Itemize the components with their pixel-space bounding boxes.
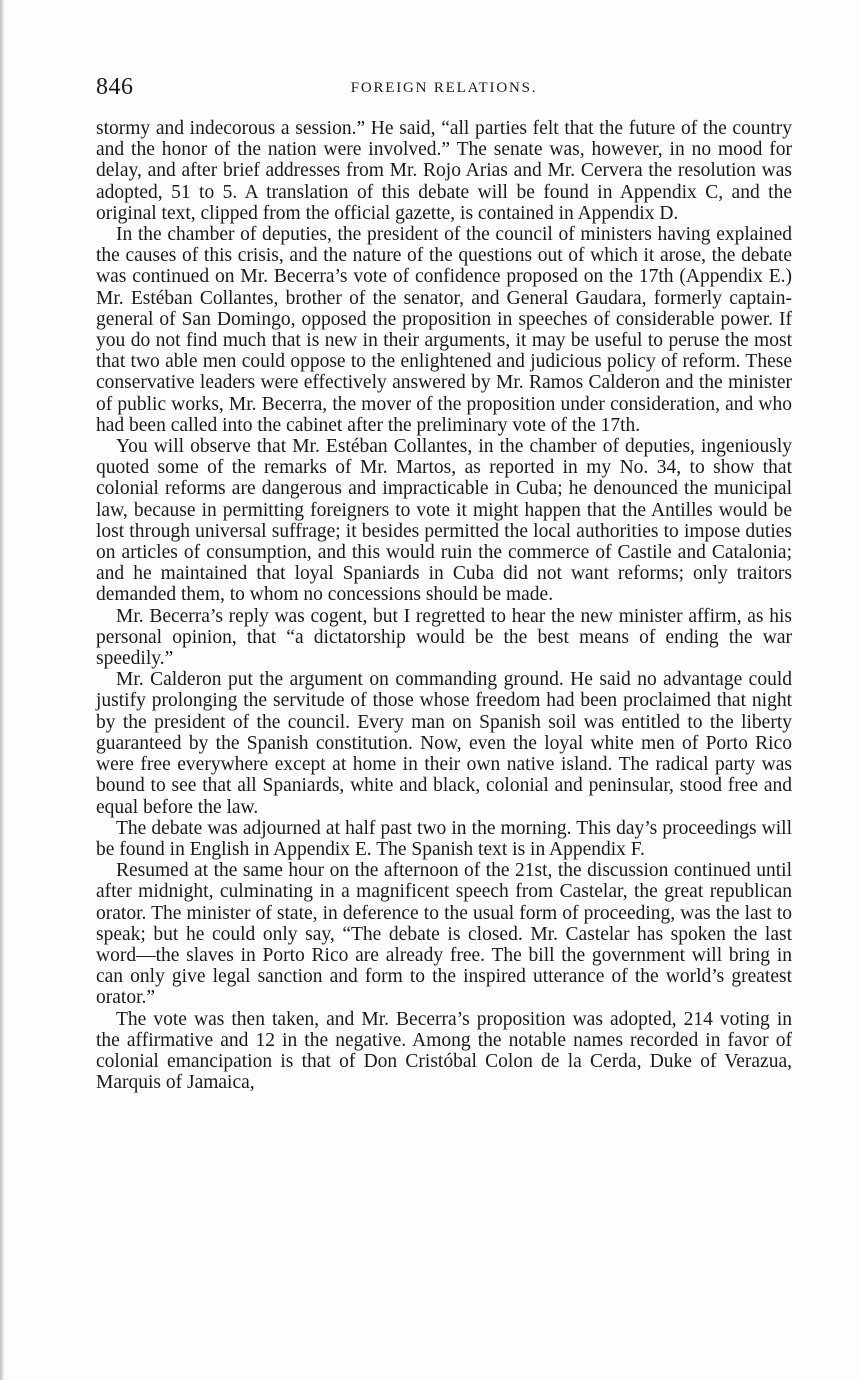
paragraph-vote-taken: The vote was then taken, and Mr. Becerra’s proposition was adopted, 214 voting in the affirmative and 12 in the negative. Among the notable names recorded in favor of colonial emancipation is that of Don Cristóbal Colon de la Cerda, Duke of Verazua, Marquis of Jamaica,	[96, 1008, 792, 1094]
page-number: 846	[96, 74, 134, 100]
body-text	[96, 118, 792, 1093]
paragraph-calderon-argument: Mr. Calderon put the argument on commanding ground. He said no advantage could justify prolonging the servitude of those whose freedom had been proclaimed that night by the president of the council. Every man on Spanish soil was entitled to the liberty guaranteed by the Spanish constitution. Now, even the loyal white men of Porto Rico were free everywhere except at home in their own native island. The radical party was bound to see that all Spaniards, white and black, colonial and peninsular, stood free and equal before the law.	[96, 669, 792, 818]
paragraph-becerra-reply: Mr. Becerra’s reply was cogent, but I regretted to hear the new minister affirm, as his personal opinion, that “a dictatorship would be the best means of ending the war speedily.”	[96, 605, 792, 670]
paragraph-collantes-remarks: You will observe that Mr. Estéban Collantes, in the chamber of deputies, ingeniously quoted some of the remarks of Mr. Martos, as reported in my No. 34, to show that colonial reforms are dangerous and impracticable in Cuba; he denounced the municipal law, because in permitting foreigners to vote it might happen that the Antilles would be lost through universal suffrage; it besides permitted the local authorities to impose duties on articles of consumption, and this would ruin the commerce of Castile and Catalonia; and he maintained that loyal Spaniards in Cuba did not want reforms; only traitors demanded them, to whom no concessions should be made.	[96, 436, 792, 606]
paragraph-chamber-of-deputies: In the chamber of deputies, the president of the council of ministers having explained the causes of this crisis, and the nature of the questions out of which it arose, the debate was continued on Mr. Becerra’s vote of confidence proposed on the 17th (Appendix E.) Mr. Estéban Collantes, brother of the senator, and General Gaudara, formerly captain-general of San Domingo, opposed the proposition in speeches of considerable power. If you do not find much that is new in their arguments, it may be useful to peruse the most that two able men could oppose to the enlightened and judicious policy of reform. These conservative leaders were effectively answered by Mr. Ramos Calderon and the minister of public works, Mr. Becerra, the mover of the proposition under consideration, and who had been called into the cabinet after the preliminary vote of the 17th.	[96, 224, 792, 436]
paragraph-continued: stormy and indecorous a session.” He said, “all parties felt that the future of the country and the honor of the nation were involved.” The senate was, however, in no mood for delay, and after brief addresses from Mr. Rojo Arias and Mr. Cervera the resolution was adopted, 51 to 5. A translation of this debate will be found in Appendix C, and the original text, clipped from the official gazette, is contained in Appendix D.	[96, 118, 792, 224]
paragraph-debate-adjourned: The debate was adjourned at half past two in the morning. This day’s proceedings will be found in English in Appendix E. The Spanish text is in Appendix F.	[96, 817, 792, 860]
page-header	[96, 74, 792, 104]
running-head: FOREIGN RELATIONS.	[350, 80, 538, 96]
paragraph-debate-resumed: Resumed at the same hour on the afternoon of the 21st, the discussion continued until after midnight, culminating in a magnificent speech from Castelar, the great republican orator. The minister of state, in deference to the usual form of proceeding, was the last to speak; but he could only say, “The debate is closed. Mr. Castelar has spoken the last word—the slaves in Porto Rico are already free. The bill the government will bring in can only give legal sanction and form to the inspired utterance of the world’s greatest orator.”	[96, 860, 792, 1009]
scan-edge	[0, 0, 4, 1380]
